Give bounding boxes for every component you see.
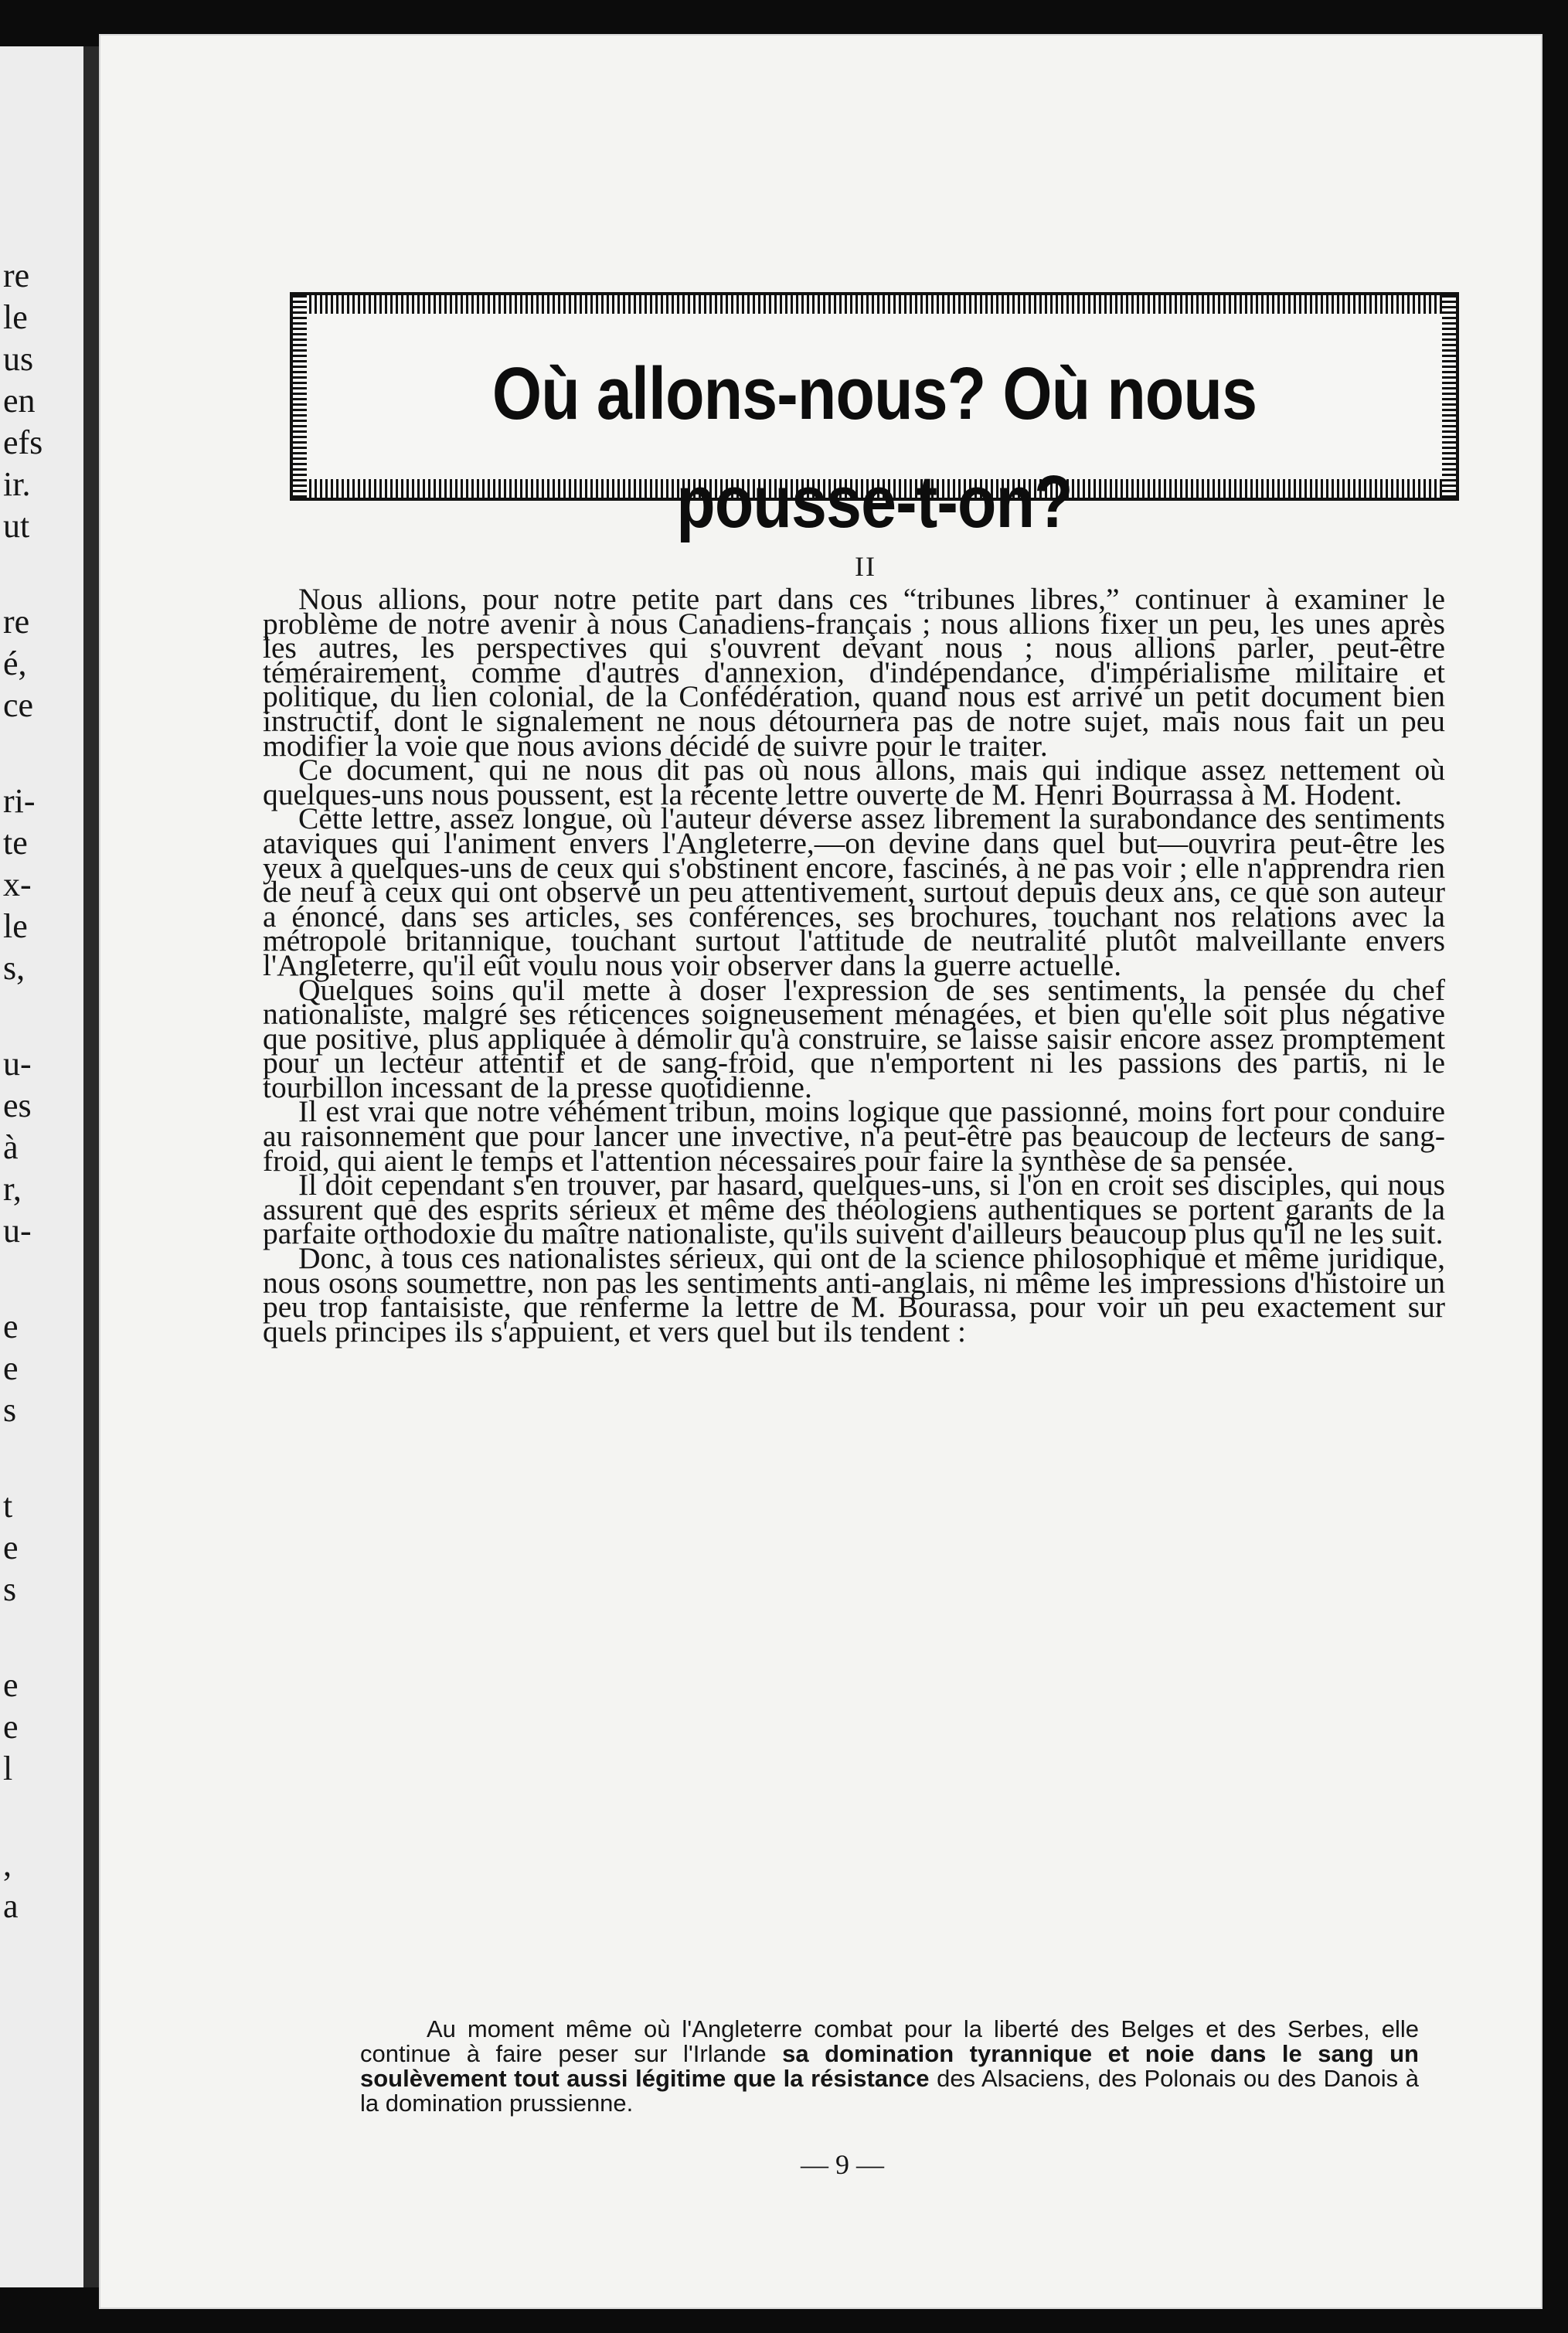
title-frame (290, 292, 1459, 543)
margin-gap (3, 1610, 80, 1665)
quote-bold-text: sa domination tyrannique et noie dans le sang un soulèvement tout aussi légitime que la résistance (360, 2040, 1419, 2092)
margin-fragment: s, (3, 949, 26, 987)
quote-text: Au moment même où l'Angleterre combat pour la liberté des Belges et des Serbes, elle continue à faire peser sur l'Irlande (360, 2015, 1419, 2067)
margin-fragment: efs (3, 423, 43, 461)
margin-fragment: , (3, 1845, 12, 1883)
margin-fragment: s (3, 1391, 17, 1429)
margin-fragment: é, (3, 644, 27, 682)
paragraph: Donc, à tous ces nationalistes sérieux, qui ont de la science philosophique et même juridique, nous osons soumettre, non pas les sentiments anti-anglais, ni même les impressions d'histoire un peu trop fantaisiste, que renferme la lettre de M. Bourassa, pour voir un peu exactement sur quels principes ils s'appuient, et vers quel but ils tendent : (263, 1241, 1445, 1348)
margin-fragment: u- (3, 1045, 32, 1083)
margin-fragment: en (3, 382, 36, 420)
margin-fragment: e (3, 1529, 19, 1566)
frame-hatch-top (293, 295, 1456, 314)
paragraph: Il doit cependant s'en trouver, par hasard, quelques-uns, si l'on en croit ses disciples, qui nous assurent que des esprits sérieux et même des théologiens authentiques se portent garants de la parfaite orthodoxie du maître nationaliste, qu'ils suivent d'ailleurs beaucoup plus qu'il ne les suit. (263, 1168, 1445, 1251)
margin-fragment: es (3, 1087, 32, 1124)
margin-gap (3, 1790, 80, 1844)
article-body (263, 582, 1445, 1348)
margin-fragment: re (3, 603, 30, 641)
margin-fragment: e (3, 1666, 19, 1704)
margin-fragment: le (3, 298, 28, 336)
margin-fragment: à (3, 1128, 19, 1166)
margin-fragment: ut (3, 507, 30, 545)
page-number: — 9 — (801, 2149, 884, 2180)
facing-page-text (3, 255, 80, 1927)
quote-text-end: des Alsaciens, des Polonais ou des Danois à la domination prussienne. (360, 2065, 1420, 2117)
margin-gap (3, 989, 80, 1043)
margin-fragment: e (3, 1708, 19, 1746)
margin-fragment: e (3, 1349, 19, 1387)
facing-page-fragment (0, 46, 87, 2287)
margin-gap (3, 726, 80, 781)
book-gutter (83, 46, 99, 2287)
paragraph: Quelques soins qu'il mette à doser l'expression de ses sentiments, la pensée du chef nationaliste, malgré ses réticences soigneusement ménagées, et bien qu'elle soit plus négative que positive, plus appliquée à démolir qu'à construire, se laisse saisir encore assez promptement pour un lecteur attentif et de sang-froid, que n'emportent ni les passions des partis, ni le tourbillon incessant de la presse quotidienne. (263, 972, 1445, 1104)
margin-fragment: e (3, 1308, 19, 1345)
paragraph: Ce document, qui ne nous dit pas où nous allons, mais qui indique assez nettement où quelques-uns nous poussent, est la récente lettre ouverte de M. Henri Bourrassa à M. Hodent. (263, 753, 1445, 811)
margin-fragment: t (3, 1487, 13, 1525)
margin-fragment: x- (3, 866, 32, 903)
margin-fragment: us (3, 340, 34, 378)
margin-fragment: s (3, 1570, 17, 1608)
paragraph: Cette lettre, assez longue, où l'auteur déverse assez librement la surabondance des sentiments ataviques qui l'animent envers l'Angleterre,—on devine dans quel but—ouvrira peut-être les yeux à quelques-uns de ceux qui s'obstinent encore, fascinés, à ne pas voir ; elle n'apprendra rien de neuf à ceux qui ont observé un peu attentivement, surtout depuis deux ans, ce que son auteur a énoncé, dans ses articles, ses conférences, ses brochures, touchant nos relations avec la métropole britannique, touchant surtout l'attitude de neutralité plutôt malveillante envers l'Angleterre, qu'il eût voulu nous voir observer dans la guerre actuelle. (263, 801, 1445, 982)
margin-gap (3, 1431, 80, 1485)
paragraph: Nous allions, pour notre petite part dans ces “tribunes libres,” continuer à examiner le problème de notre avenir à nous Canadiens-français ; nous allions fixer un peu, les unes après les autres, les perspectives qui s'ouvrent devant nous ; nous allions parler, peut-être témérairement, comme d'autres d'annexion, d'indépendance, d'impérialisme militaire et politique, du lien colonial, de la Confédération, quand nous est arrivé un petit document bien instructif, dont le signalement ne nous détournera pas de notre sujet, mais nous fait un peu modifier la voie que nous avions décidé de suivre pour le traiter. (263, 582, 1445, 763)
margin-fragment: ir. (3, 465, 31, 503)
margin-fragment: ri- (3, 782, 36, 820)
margin-gap (3, 1252, 80, 1306)
margin-fragment: l (3, 1750, 13, 1787)
margin-fragment: le (3, 907, 28, 945)
margin-fragment: te (3, 824, 28, 862)
frame-hatch-right (1442, 295, 1456, 498)
paragraph: Il est vrai que notre véhément tribun, moins logique que passionné, moins fort pour conduire au raisonnement que pour lancer une invective, n'a peut-être pas beaucoup de lecteurs de sang-froid, qui aient le temps et l'attention nécessaires pour faire la synthèse de sa pensée. (263, 1094, 1445, 1178)
margin-fragment: ce (3, 686, 34, 724)
section-number: II (855, 551, 876, 582)
margin-fragment: a (3, 1887, 19, 1925)
margin-fragment: r, (3, 1170, 22, 1208)
margin-gap (3, 547, 80, 601)
page-title: Où allons-nous? Où nous pousse-t-on? (491, 352, 1257, 543)
margin-fragment: u- (3, 1212, 32, 1250)
margin-fragment: re (3, 257, 30, 294)
block-quote (360, 2017, 1419, 2116)
frame-hatch-left (293, 295, 307, 498)
